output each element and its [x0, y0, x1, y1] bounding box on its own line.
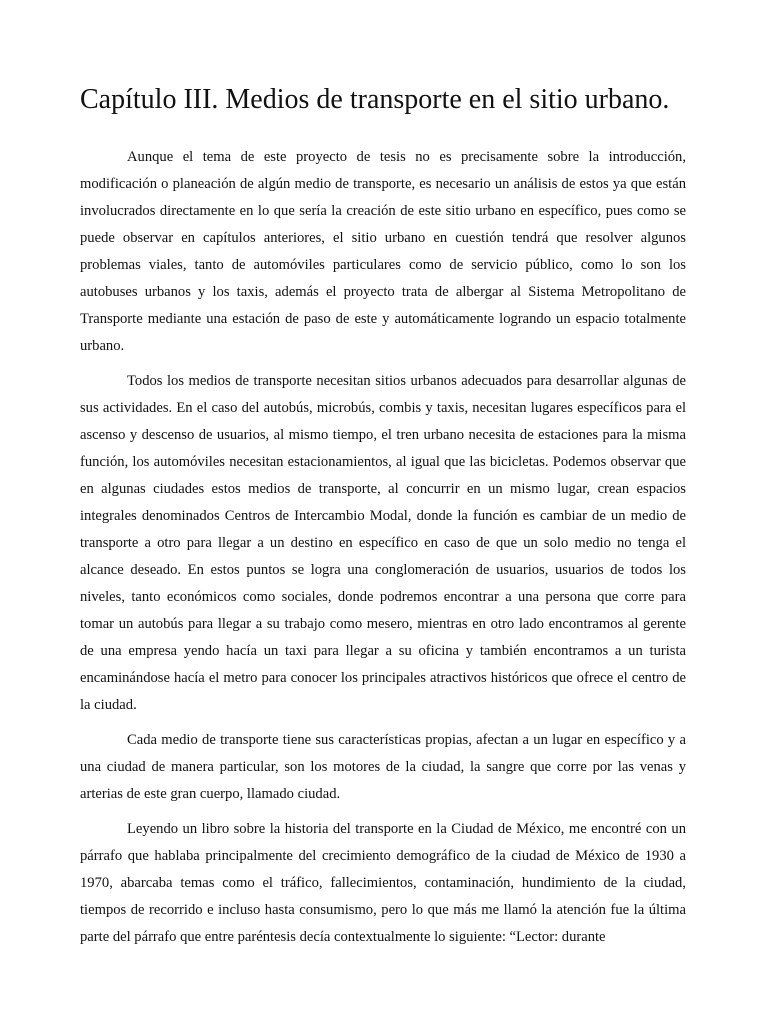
paragraph-3: Cada medio de transporte tiene sus características propias, afectan a un lugar en específico y a una ciudad de manera particular, son los motores de la ciudad, la sangre que corre por las venas y arterias de este gran cuerpo, llamado ciudad.: [80, 732, 686, 802]
chapter-body: [80, 144, 686, 959]
paragraph-1: Aunque el tema de este proyecto de tesis no es precisamente sobre la introducción, modificación o planeación de algún medio de transporte, es necesario un análisis de estos ya que están involucrados directamente en lo que sería la creación de este sitio urbano en específico, pues como se puede observar en capítulos anteriores, el sitio urbano en cuestión tendrá que resolver algunos problemas viales, tanto de automóviles particulares como de servicio público, como lo son los autobuses urbanos y los taxis, además el proyecto trata de albergar al Sistema Metropolitano de Transporte mediante una estación de paso de este y automáticamente logrando un espacio totalmente urbano.: [80, 149, 686, 354]
paragraph-2: Todos los medios de transporte necesitan sitios urbanos adecuados para desarrollar algunas de sus actividades. En el caso del autobús, microbús, combis y taxis, necesitan lugares específicos para el ascenso y descenso de usuarios, al mismo tiempo, el tren urbano necesita de estaciones para la misma función, los automóviles necesitan estacionamientos, al igual que las bicicletas. Podemos observar que en algunas ciudades estos medios de transporte, al concurrir en un mismo lugar, crean espacios integrales denominados Centros de Intercambio Modal, donde la función es cambiar de un medio de transporte a otro para llegar a un destino en específico en caso de que un solo medio no tenga el alcance deseado. En estos puntos se logra una conglomeración de usuarios, usuarios de todos los niveles, tanto económicos como sociales, donde podremos encontrar a una persona que corre para tomar un autobús para llegar a su trabajo como mesero, mientras en otro lado encontramos al gerente de una empresa yendo hacía un taxi para llegar a su oficina y también encontramos a un turista encaminándose hacía el metro para conocer los principales atractivos históricos que ofrece el centro de la ciudad.: [80, 373, 686, 713]
paragraph-4: Leyendo un libro sobre la historia del transporte en la Ciudad de México, me encontré con un párrafo que hablaba principalmente del crecimiento demográfico de la ciudad de México de 1930 a 1970, abarcaba temas como el tráfico, fallecimientos, contaminación, hundimiento de la ciudad, tiempos de recorrido e incluso hasta consumismo, pero lo que más me llamó la atención fue la última parte del párrafo que entre paréntesis decía contextualmente lo siguiente: “Lector: durante: [80, 821, 686, 945]
chapter-title: Capítulo III. Medios de transporte en el sitio urbano.: [80, 84, 670, 115]
